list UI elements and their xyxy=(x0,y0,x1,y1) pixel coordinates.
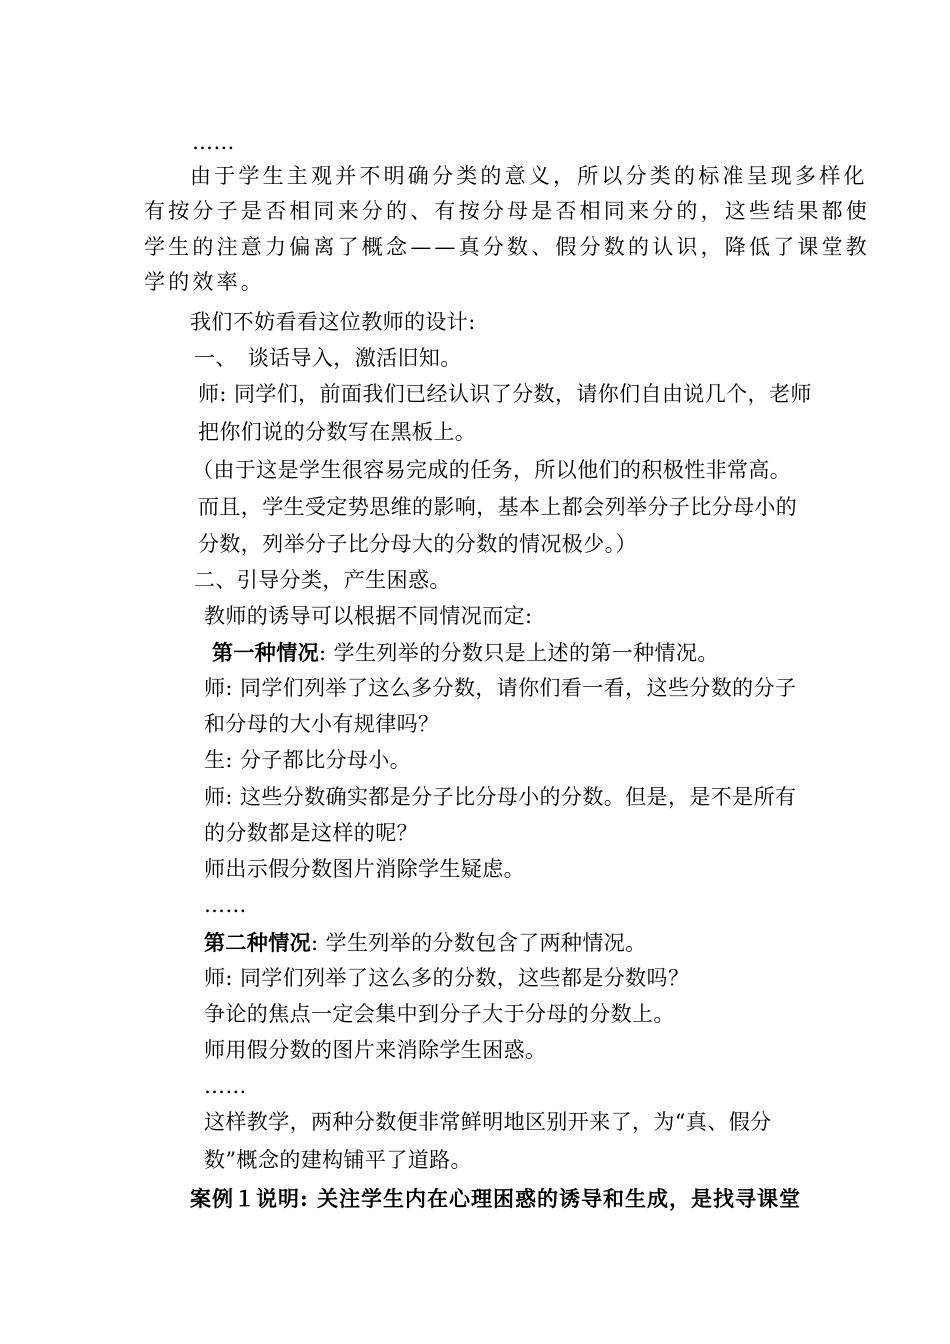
dialogue-line: 师: 同学们列举了这么多的分数，这些都是分数吗？ xyxy=(204,966,690,990)
case-summary-line: 案例１说明: 关注学生内在心理困惑的诱导和生成，是找寻课堂 xyxy=(190,1186,802,1211)
ellipsis-line: …… xyxy=(204,1074,247,1098)
paragraph-line: 师用假分数的图片来消除学生困惑。 xyxy=(204,1038,547,1062)
note-line: 分数，列举分子比分母大的分数的情况极少。） xyxy=(198,532,637,556)
dialogue-line: 的分数都是这样的呢？ xyxy=(204,821,418,845)
paragraph-line: 有按分子是否相同来分的、有按分母是否相同来分的，这些结果都使 xyxy=(144,199,870,223)
case-text: : 学生列举的分数包含了两种情况。 xyxy=(311,931,647,955)
paragraph-line: 师出示假分数图片消除学生疑虑。 xyxy=(204,857,525,881)
paragraph-line: 学的效率。 xyxy=(144,270,265,294)
dialogue-line: 把你们说的分数写在黑板上。 xyxy=(198,420,477,444)
paragraph-line: 由于学生主观并不明确分类的意义，所以分类的标准呈现多样化 xyxy=(190,164,868,188)
paragraph-line: 这样教学，两种分数便非常鲜明地区别开来了，为“真、假分 xyxy=(204,1110,772,1134)
dialogue-line: 师: 同学们列举了这么多分数，请你们看一看，这些分数的分子 xyxy=(204,676,797,700)
ellipsis-line: …… xyxy=(192,130,235,154)
dialogue-line: 和分母的大小有规律吗？ xyxy=(204,712,440,736)
paragraph-line: 学生的注意力偏离了概念——真分数、假分数的认识，降低了课堂教 xyxy=(144,235,870,259)
case-label: 第二种情况 xyxy=(204,930,311,955)
case-label: 第一种情况 xyxy=(212,640,319,665)
paragraph-line: 数”概念的建构铺平了道路。 xyxy=(204,1148,472,1172)
paragraph-line: 争论的焦点一定会集中到分子大于分母的分数上。 xyxy=(204,1002,675,1026)
paragraph-line: 我们不妨看看这位教师的设计: xyxy=(190,310,476,334)
section-heading: 一、 谈话导入，激活旧知。 xyxy=(194,346,462,370)
case-line xyxy=(212,638,719,667)
case-text: : 学生列举的分数只是上述的第一种情况。 xyxy=(319,641,719,665)
paragraph-line: 教师的诱导可以根据不同情况而定: xyxy=(204,604,533,628)
note-line: 而且，学生受定势思维的影响，基本上都会列举分子比分母小的 xyxy=(198,495,798,519)
note-line: （由于这是学生很容易完成的任务，所以他们的积极性非常高。 xyxy=(192,458,792,482)
section-heading: 二、引导分类，产生困惑。 xyxy=(194,568,451,592)
case-line xyxy=(204,928,647,957)
dialogue-line: 师: 这些分数确实都是分子比分母小的分数。但是，是不是所有 xyxy=(204,785,797,809)
dialogue-line: 师: 同学们，前面我们已经认识了分数，请你们自由说几个，老师 xyxy=(198,382,812,406)
dialogue-line: 生: 分子都比分母小。 xyxy=(204,748,412,772)
ellipsis-line: …… xyxy=(204,893,247,917)
